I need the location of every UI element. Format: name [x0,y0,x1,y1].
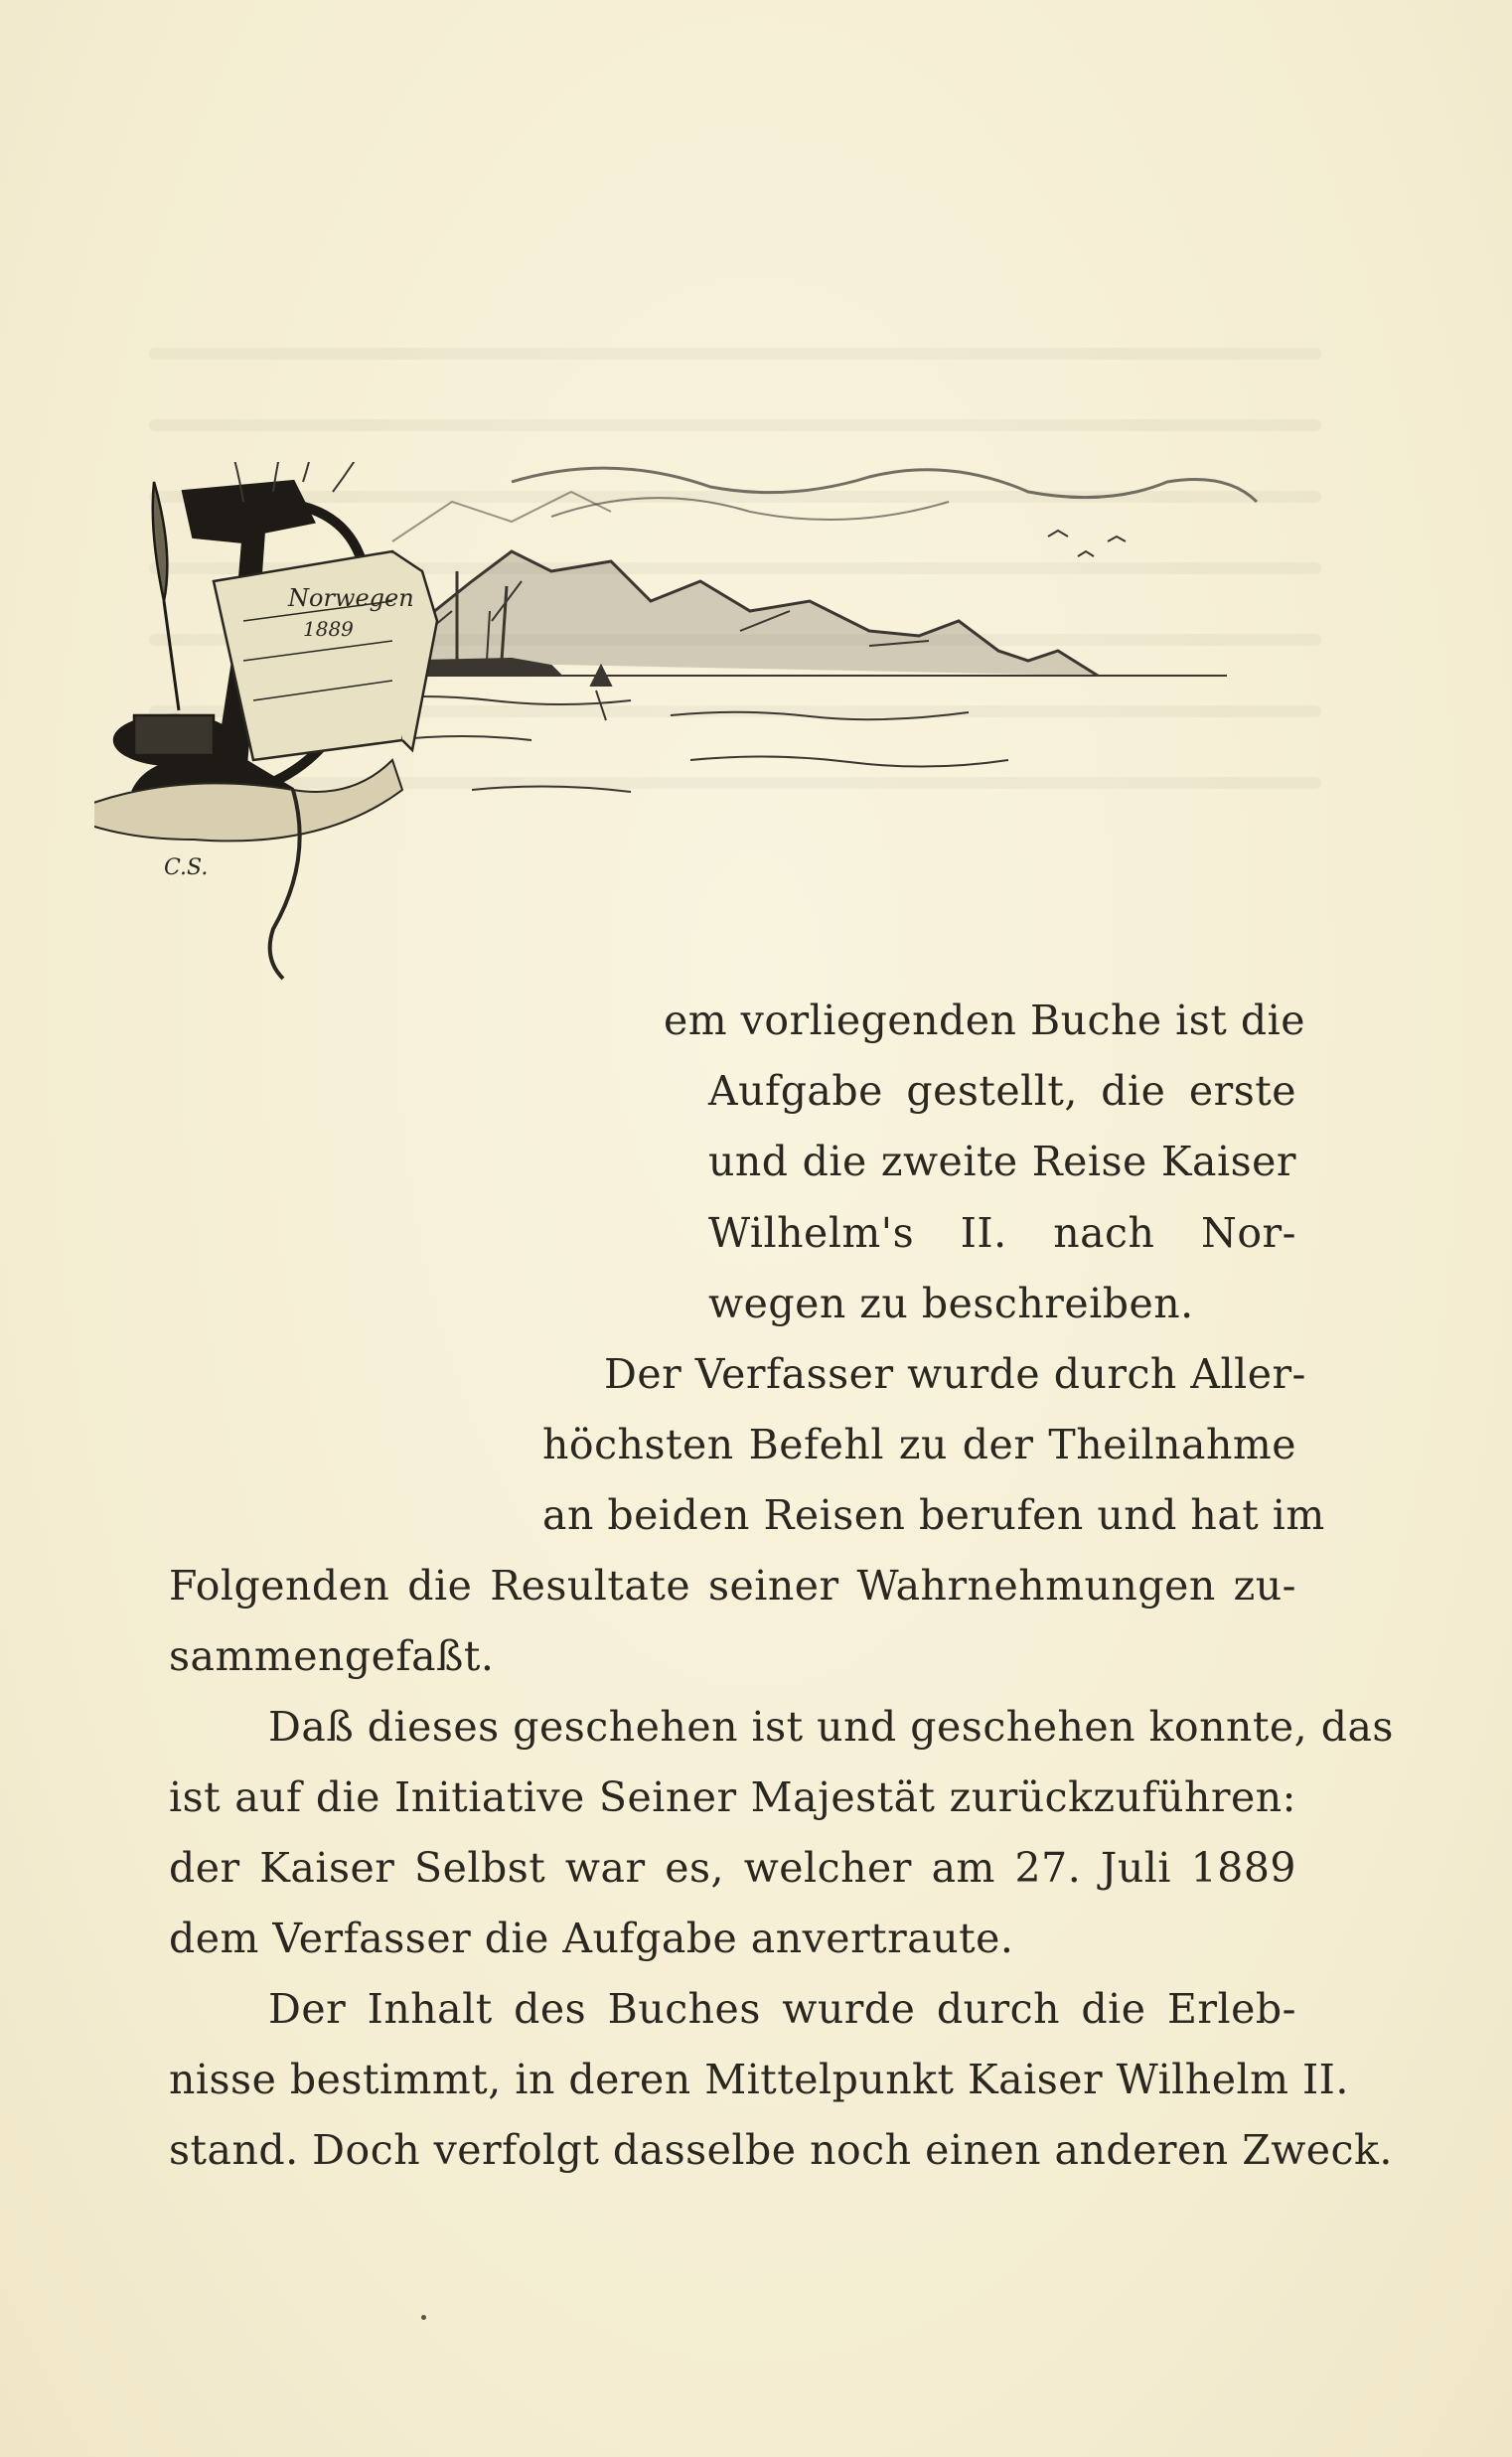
svg-text:1889: 1889 [303,617,354,641]
text-line-13: der Kaiser Selbst war es, welcher am 27. Juli 1889 [169,1844,1296,1892]
text-line-4: Wilhelm's II. nach Nor- [708,1209,1296,1257]
text-line-6: Der Verfasser wurde durch Aller- [604,1350,1306,1398]
text-line-3: und die zweite Reise Kaiser [708,1138,1296,1185]
draped-cloth [94,760,402,979]
text-line-16: nisse bestimmt, in deren Mittelpunkt Kaiser Wilhelm II. [169,2056,1349,2103]
artist-signature: C.S. [164,855,209,880]
text-line-17: stand. Doch verfolgt dasselbe noch einen anderen Zweck. [169,2126,1393,2174]
ink-speck [421,2315,426,2320]
text-line-12: ist auf die Initiative Seiner Majestät zurückzuführen: [169,1773,1296,1821]
text-line-7: höchsten Befehl zu der Theilnahme [542,1421,1296,1468]
seascape [353,468,1257,792]
text-line-8: an beiden Reisen berufen und hat im [542,1491,1325,1539]
text-line-9: Folgenden die Resultate seiner Wahrnehmungen zu- [169,1562,1296,1610]
text-line-2: Aufgabe gestellt, die erste [708,1067,1296,1115]
text-line-1: em vorliegenden Buche ist die [664,997,1305,1044]
svg-text:Norwegen: Norwegen [288,584,414,612]
text-line-10: sammengefaßt. [169,1632,495,1680]
open-book [214,551,437,760]
text-line-11: Daß dieses geschehen ist und geschehen konnte, das [268,1703,1394,1751]
text-line-5: wegen zu beschreiben. [708,1280,1194,1327]
text-line-15: Der Inhalt des Buches wurde durch die Erleb- [268,1985,1296,2033]
text-line-14: dem Verfasser die Aufgabe anvertraute. [169,1915,1014,1962]
